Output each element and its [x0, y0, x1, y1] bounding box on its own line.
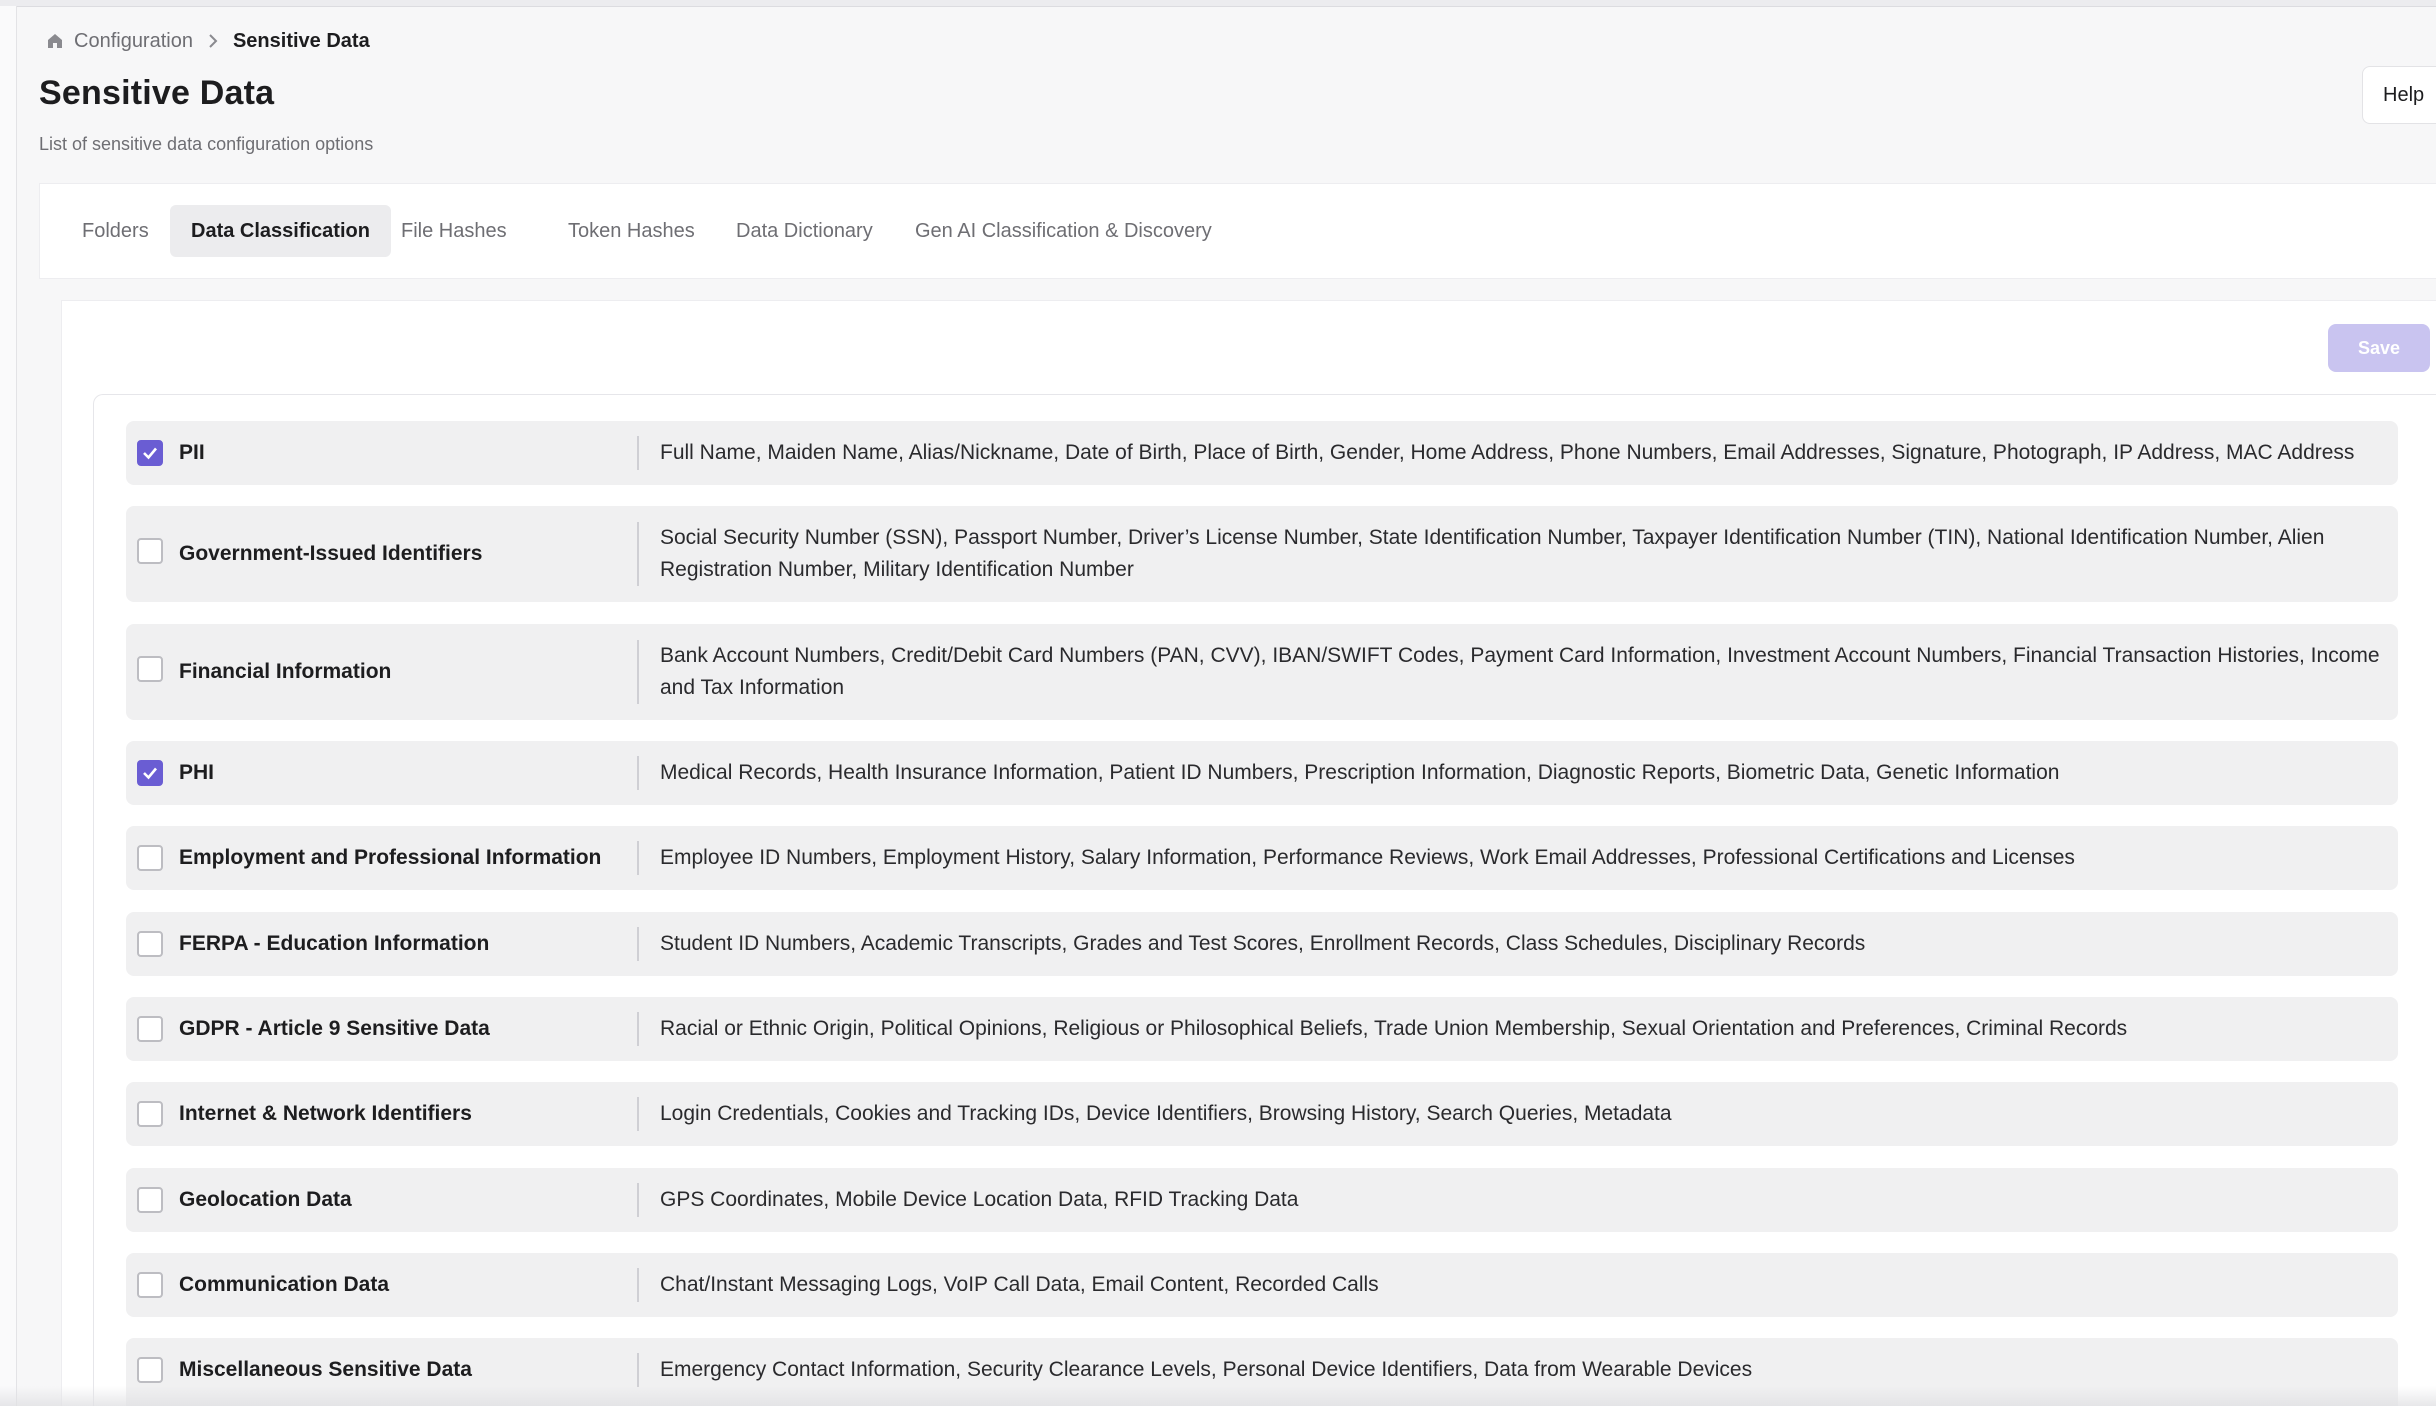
classification-row-phi — [126, 741, 2398, 805]
financial-information-checkbox[interactable] — [137, 656, 163, 682]
breadcrumb-configuration-link[interactable]: Configuration — [74, 29, 193, 52]
classification-row-internet-network — [126, 1082, 2398, 1146]
classification-row-gdpr — [126, 997, 2398, 1061]
classification-row-communication — [126, 1253, 2398, 1317]
tab-folders[interactable]: Folders — [82, 219, 149, 242]
category-description: Bank Account Numbers, Credit/Debit Card Numbers (PAN, CVV), IBAN/SWIFT Codes, Payment Card Information, Investment Account Numbers, Financial Transaction Histories, Income and Tax Information — [660, 644, 2380, 699]
category-name: Communication Data — [179, 1273, 390, 1296]
category-name: Financial Information — [179, 660, 392, 683]
geolocation-checkbox[interactable] — [137, 1187, 163, 1213]
home-icon[interactable] — [46, 32, 64, 50]
phi-checkbox[interactable] — [137, 760, 163, 786]
chevron-right-icon — [207, 33, 219, 49]
row-divider — [637, 1012, 639, 1046]
category-description: Full Name, Maiden Name, Alias/Nickname, Date of Birth, Place of Birth, Gender, Home Address, Phone Numbers, Email Addresses, Signature, Photograph, IP Address, MAC Address — [660, 441, 2355, 464]
tab-file-hashes[interactable]: File Hashes — [401, 219, 507, 242]
row-divider — [637, 522, 639, 586]
employment-professional-checkbox[interactable] — [137, 845, 163, 871]
row-divider — [637, 1097, 639, 1131]
row-divider — [637, 436, 639, 470]
category-name: GDPR - Article 9 Sensitive Data — [179, 1017, 490, 1040]
category-name: FERPA - Education Information — [179, 932, 490, 955]
classification-row-pii — [126, 421, 2398, 485]
page-title: Sensitive Data — [39, 74, 275, 112]
row-divider — [637, 640, 639, 704]
tab-data-dictionary[interactable]: Data Dictionary — [736, 219, 873, 242]
miscellaneous-checkbox[interactable] — [137, 1357, 163, 1383]
category-name: PII — [179, 441, 205, 464]
scroll-fade — [0, 1386, 2436, 1406]
breadcrumb — [46, 27, 370, 55]
classification-row-ferpa — [126, 912, 2398, 976]
ferpa-checkbox[interactable] — [137, 931, 163, 957]
row-divider — [637, 1353, 639, 1387]
gdpr-checkbox[interactable] — [137, 1016, 163, 1042]
classification-row-financial-information — [126, 624, 2398, 720]
category-description: Employee ID Numbers, Employment History, Salary Information, Performance Reviews, Work Email Addresses, Professional Certifications and Licenses — [660, 846, 2075, 869]
checkmark-icon — [141, 444, 159, 462]
tab-token-hashes[interactable]: Token Hashes — [568, 219, 695, 242]
classification-row-geolocation — [126, 1168, 2398, 1232]
pii-checkbox[interactable] — [137, 440, 163, 466]
category-name: Geolocation Data — [179, 1188, 352, 1211]
communication-checkbox[interactable] — [137, 1272, 163, 1298]
category-name: Internet & Network Identifiers — [179, 1102, 472, 1125]
classification-row-government-issued-identifiers — [126, 506, 2398, 602]
category-description: GPS Coordinates, Mobile Device Location Data, RFID Tracking Data — [660, 1188, 1299, 1211]
category-description: Chat/Instant Messaging Logs, VoIP Call Data, Email Content, Recorded Calls — [660, 1273, 1379, 1296]
government-issued-identifiers-checkbox[interactable] — [137, 538, 163, 564]
checkmark-icon — [141, 764, 159, 782]
row-divider — [637, 927, 639, 961]
page-subtitle: List of sensitive data configuration options — [39, 134, 374, 154]
tab-gen-ai-classification[interactable]: Gen AI Classification & Discovery — [915, 219, 1212, 242]
row-divider — [637, 1268, 639, 1302]
category-name: Miscellaneous Sensitive Data — [179, 1358, 472, 1381]
tabs-bar — [39, 183, 2436, 279]
top-border — [0, 0, 2436, 7]
category-name: Employment and Professional Information — [179, 846, 602, 869]
row-divider — [637, 841, 639, 875]
classification-row-employment-professional — [126, 826, 2398, 890]
category-description: Social Security Number (SSN), Passport Number, Driver’s License Number, State Identification Number, Taxpayer Identification Number (TIN), National Identification Number, Alien Registration Number, Military Identification Number — [660, 526, 2325, 581]
left-rail — [0, 6, 17, 1406]
category-name: PHI — [179, 761, 215, 784]
category-description: Racial or Ethnic Origin, Political Opinions, Religious or Philosophical Beliefs, Trade Union Membership, Sexual Orientation and Preferences, Criminal Records — [660, 1017, 2128, 1040]
tab-data-classification[interactable]: Data Classification — [170, 205, 391, 257]
row-divider — [637, 1183, 639, 1217]
row-divider — [637, 756, 639, 790]
help-button[interactable]: Help — [2362, 66, 2436, 124]
category-description: Login Credentials, Cookies and Tracking IDs, Device Identifiers, Browsing History, Search Queries, Metadata — [660, 1102, 1672, 1125]
internet-network-checkbox[interactable] — [137, 1101, 163, 1127]
category-description: Medical Records, Health Insurance Information, Patient ID Numbers, Prescription Information, Diagnostic Reports, Biometric Data, Genetic Information — [660, 761, 2060, 784]
category-description: Emergency Contact Information, Security Clearance Levels, Personal Device Identifiers, Data from Wearable Devices — [660, 1358, 1753, 1381]
save-button[interactable]: Save — [2328, 324, 2430, 372]
category-description: Student ID Numbers, Academic Transcripts, Grades and Test Scores, Enrollment Records, Class Schedules, Disciplinary Records — [660, 932, 1866, 955]
category-name: Government-Issued Identifiers — [179, 542, 483, 565]
breadcrumb-current: Sensitive Data — [232, 29, 370, 52]
